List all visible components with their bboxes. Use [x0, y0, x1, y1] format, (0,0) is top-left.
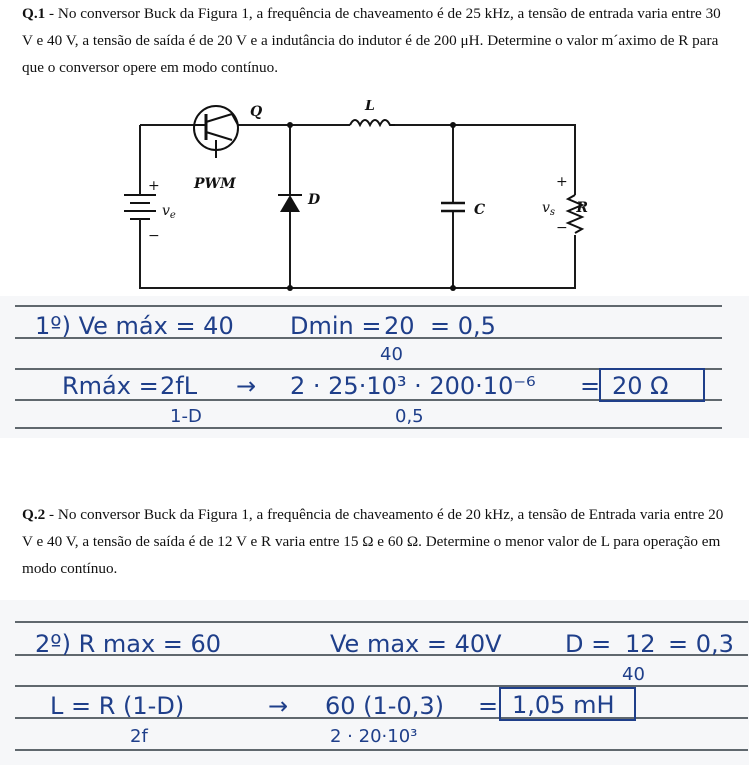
d-label: D: [308, 192, 321, 208]
question-2-number: Q.2: [22, 506, 46, 523]
question-2: [22, 501, 732, 582]
answer-1-line2-num: 2fL: [160, 372, 198, 400]
question-1-number: Q.1: [22, 5, 46, 22]
r-label: R: [576, 200, 588, 216]
capacitor-icon: [441, 203, 465, 211]
answer-1-line1-den: 40: [380, 344, 403, 365]
answer-2-line2-a: L = R (1-D): [50, 692, 185, 720]
answer-2-line2-b: 60 (1-0,3): [325, 692, 444, 720]
c-label: C: [474, 202, 486, 218]
answer-1-line2-b-num: 2 · 25·10³ · 200·10⁻⁶: [290, 372, 536, 400]
answer-2-line2-den: 2f: [130, 726, 148, 747]
source-minus: −: [148, 228, 160, 244]
handwritten-answer-2: [0, 600, 749, 765]
answer-1-line2-a: Rmáx =: [62, 372, 159, 400]
answer-1-line2-b-den: 0,5: [395, 406, 424, 427]
answer-1-line2-den: 1-D: [170, 406, 202, 427]
transistor-icon: [194, 106, 238, 158]
answer-1-line1-num: 20: [384, 312, 415, 340]
diode-icon: [278, 195, 302, 212]
answer-2-line1-a: 2º) R max = 60: [35, 630, 222, 658]
ve-label: $v_e$: [162, 203, 176, 221]
pwm-label: PWM: [194, 176, 236, 192]
question-2-text: - No conversor Buck da Figura 1, a frequência de chaveamento é de 20 kHz, a tensão de Entrada varia entre 20 V e 40 V, a tensão de saída é de 12 V e R varia entre 15 Ω e 60 Ω. Determine o menor valor de L para operação em modo contínuo.: [22, 506, 724, 577]
answer-2-line1-num: 12: [625, 630, 656, 658]
answer-2-eq: =: [478, 692, 499, 720]
l-label: L: [365, 100, 375, 114]
inductor-icon: [350, 120, 395, 125]
handwritten-answer-1: [0, 296, 749, 438]
question-1-text: - No conversor Buck da Figura 1, a frequência de chaveamento é de 25 kHz, a tensão de entrada varia entre 30 V e 40 V, a tensão de saída é de 20 V e a indutância do indutor é de 200 μH. Determine o valor m´aximo de R para que o conversor opere em modo contínuo.: [22, 5, 721, 76]
q-label: Q: [250, 104, 263, 120]
source-plus: +: [148, 178, 160, 194]
vs-plus: +: [556, 174, 568, 190]
buck-converter-circuit: [110, 100, 590, 300]
answer-1-result: 20 Ω: [612, 372, 669, 400]
answer-2-line1-eq: = 0,3: [668, 630, 734, 658]
answer-1-eq: =: [580, 372, 601, 400]
answer-2-arrow: →: [268, 692, 289, 720]
answer-1-line1-a: 1º) Ve máx = 40: [35, 312, 234, 340]
vs-label: $v_s$: [542, 200, 556, 218]
answer-2-line1-c: D =: [565, 630, 612, 658]
answer-1-arrow: →: [236, 372, 257, 400]
answer-2-line2-b-den: 2 · 20·10³: [330, 726, 418, 747]
answer-2-line1-den: 40: [622, 664, 645, 685]
answer-1-line1-eq: = 0,5: [430, 312, 496, 340]
answer-2-result: 1,05 mH: [512, 691, 615, 719]
vs-minus: −: [556, 220, 568, 236]
answer-2-line1-b: Ve max = 40V: [330, 630, 502, 658]
answer-1-line1-b: Dmin =: [290, 312, 382, 340]
question-1: [22, 0, 732, 81]
